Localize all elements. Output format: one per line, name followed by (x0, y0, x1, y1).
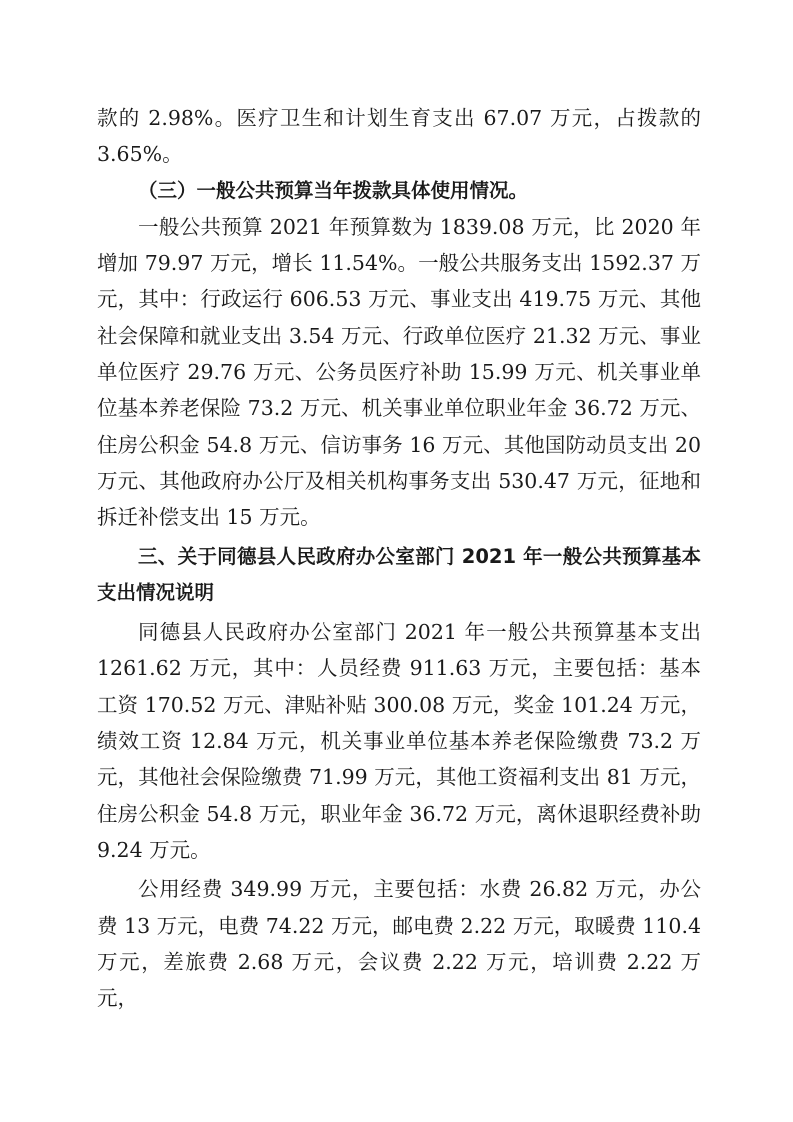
paragraph-general-budget-detail: 一般公共预算 2021 年预算数为 1839.08 万元，比 2020 年增加 79.97 万元，增长 11.54%。一般公共服务支出 1592.37 万元，其中：行政运行 606.53 万元、事业支出 419.75 万元、其他社会保障和就业支出 3.54 万元、行政单位医疗 21.32 万元、事业单位医疗 29.76 万元、公务员医疗补助 15.99 万元、机关事业单位基本养老保险 73.2 万元、机关事业单位职业年金 36.72 万元、住房公积金 54.8 万元、信访事务 16 万元、其他国防动员支出 20 万元、其他政府办公厅及相关机构事务支出 530.47 万元，征地和拆迁补偿支出 15 万元。 (97, 214, 701, 530)
paragraph-public-expenses: 公用经费 349.99 万元，主要包括：水费 26.82 万元，办公费 13 万元，电费 74.22 万元，邮电费 2.22 万元，取暖费 110.4 万元，差旅费 2.68 万元，会议费 2.22 万元，培训费 2.22 万元， (97, 877, 701, 1011)
section-heading-basic-expenditure: 三、关于同德县人民政府办公室部门 2021 年一般公共预算基本支出情况说明 (97, 544, 701, 604)
section-heading-current-year-appropriation: （三）一般公共预算当年拨款具体使用情况。 (138, 178, 529, 202)
paragraph-medical-expense: 款的 2.98%。医疗卫生和计划生育支出 67.07 万元，占拨款的 3.65%。 (97, 106, 701, 167)
paragraph-personnel-expenses: 同德县人民政府办公室部门 2021 年一般公共预算基本支出 1261.62 万元，其中：人员经费 911.63 万元，主要包括：基本工资 170.52 万元、津贴补贴 300.08 万元，奖金 101.24 万元，绩效工资 12.84 万元，机关事业单位基本养老保险缴费 73.2 万元，其他社会保险缴费 71.99 万元，其他工资福利支出 81 万元，住房公积金 54.8 万元，职业年金 36.72 万元，离休退职经费补助 9.24 万元。 (97, 620, 701, 862)
document-page (97, 100, 701, 1016)
